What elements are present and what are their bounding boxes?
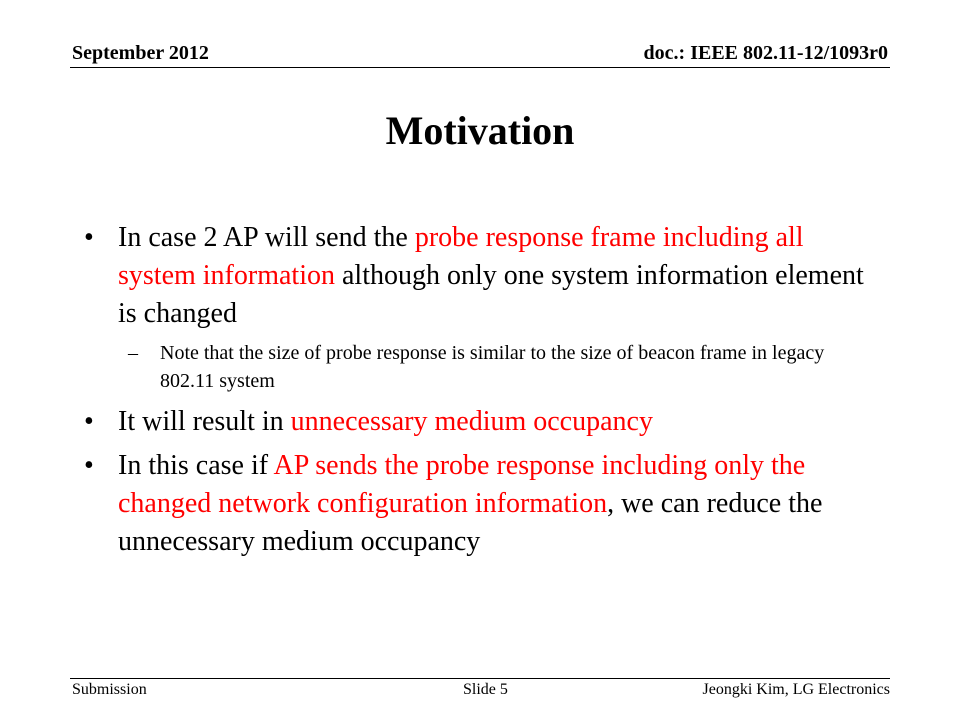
bullet-text: although only one system information element is changed (118, 260, 864, 329)
bullet-item (80, 447, 888, 561)
bullet-item (80, 403, 880, 441)
bullet-text: , we can reduce the unnecessary medium occupancy (118, 488, 823, 557)
header-doc-id: doc.: IEEE 802.11-12/1093r0 (643, 42, 888, 64)
footer-author: Jeongki Kim, LG Electronics (702, 681, 890, 698)
sub-bullet-dash: – (128, 342, 138, 364)
header-divider (70, 67, 890, 68)
slide-body (80, 219, 880, 561)
footer-divider (70, 678, 890, 679)
bullet-text: In case 2 AP will send the (118, 222, 415, 253)
header-date: September 2012 (72, 42, 209, 64)
slide-title: Motivation (385, 108, 575, 153)
sub-bullet-item (80, 339, 860, 395)
bullet-dot: • (84, 450, 94, 481)
bullet-dot: • (84, 222, 94, 253)
sub-bullet-text: Note that the size of probe response is similar to the size of beacon frame in legacy 802.11 system (160, 342, 825, 392)
bullet-highlight: probe response frame including all system information (118, 222, 804, 291)
footer-submission: Submission (72, 681, 147, 698)
bullet-text: In this case if (118, 450, 274, 481)
bullet-dot: • (84, 406, 94, 437)
footer-slide-number: Slide 5 (463, 681, 508, 698)
bullet-highlight: AP sends the probe response including only the changed network configuration information (118, 450, 806, 519)
bullet-item (80, 219, 888, 333)
bullet-highlight: unnecessary medium occupancy (290, 406, 653, 437)
bullet-text: It will result in (118, 406, 291, 437)
